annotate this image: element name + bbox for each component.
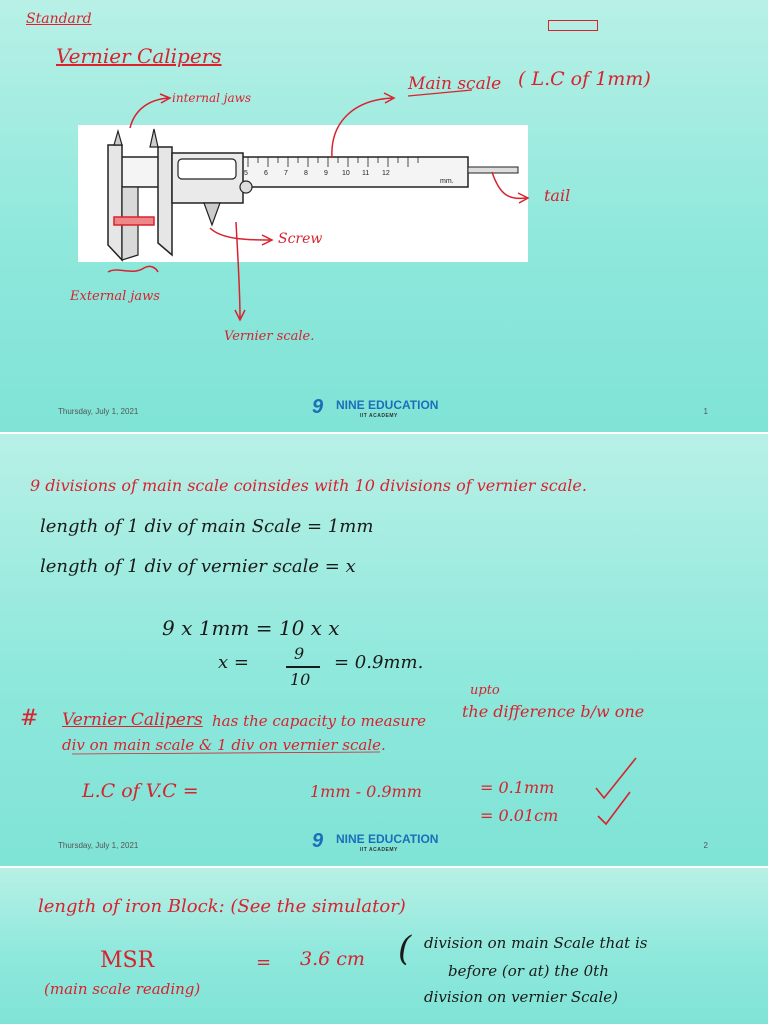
scale-number: 9	[324, 170, 328, 177]
logo-brand: NINE EDUCATION	[336, 398, 439, 412]
note-hash: #	[20, 706, 39, 731]
msr-label: MSR	[100, 948, 155, 973]
scale-number: 5	[244, 170, 248, 177]
note-line-2: div on main scale & 1 div on vernier scale.	[62, 736, 386, 754]
label-main-scale: Main scale	[408, 74, 502, 94]
main-scale-division-length: length of 1 div of main Scale = 1mm	[40, 516, 374, 537]
label-tail: tail	[544, 186, 571, 205]
label-main-scale-lc: ( L.C of 1mm)	[518, 68, 651, 90]
msr-subtitle: (main scale reading)	[44, 980, 201, 998]
check-marks	[0, 434, 768, 866]
label-vernier-scale: Vernier scale.	[224, 329, 315, 344]
nine-logo-icon: 9	[312, 830, 324, 852]
msr-value: 3.6 cm	[300, 948, 365, 970]
slide-1	[0, 0, 768, 432]
label-external-jaws: External jaws	[70, 289, 160, 304]
note-vernier-calipers: Vernier Calipers	[62, 710, 203, 730]
annotation-arrows	[0, 0, 768, 432]
lc-calculation: 1mm - 0.9mm	[310, 782, 422, 801]
nine-logo-icon: 9	[312, 396, 324, 418]
note-difference: the difference b/w one	[462, 702, 645, 721]
page-number: 1	[703, 407, 708, 416]
heading-standard: Standard	[26, 11, 92, 27]
scale-number: 6	[264, 170, 268, 177]
nine-education-logo	[312, 398, 452, 424]
label-screw: Screw	[278, 231, 323, 247]
desc-line-2: before (or at) the 0th	[448, 962, 609, 980]
msr-equals: =	[256, 952, 272, 973]
slide-2	[0, 434, 768, 866]
lc-result-mm: = 0.1mm	[480, 778, 555, 797]
scale-number: 8	[304, 170, 308, 177]
vernier-scale-division-length: length of 1 div of vernier scale = x	[40, 556, 356, 577]
desc-line-3: division on vernier Scale)	[424, 988, 619, 1006]
desc-line-1: division on main Scale that is	[424, 934, 648, 952]
equation-2-denominator: 10	[290, 670, 311, 689]
equation-2-lhs: x =	[218, 652, 249, 673]
logo-sub: IIT ACADEMY	[360, 413, 398, 419]
slide-3	[0, 868, 768, 1024]
divisions-statement: 9 divisions of main scale coinsides with 10 divisions of vernier scale.	[30, 476, 587, 495]
label-internal-jaws: internal jaws	[172, 91, 252, 105]
scale-number: 12	[382, 170, 390, 177]
equation-1: 9 x 1mm = 10 x x	[162, 616, 340, 640]
equation-2-numerator: 9	[294, 644, 305, 663]
footer-date: Thursday, July 1, 2021	[58, 407, 139, 416]
equation-2-rhs: = 0.9mm.	[334, 652, 424, 673]
scale-number: 7	[284, 170, 288, 177]
scale-number: 11	[362, 170, 370, 177]
desc-paren: (	[398, 929, 412, 969]
logo-sub: IIT ACADEMY	[360, 847, 398, 853]
scale-unit: mm.	[440, 178, 454, 185]
note-upto: upto	[470, 683, 500, 698]
scale-number: 10	[342, 170, 350, 177]
nine-education-logo	[312, 832, 452, 858]
lc-result-cm: = 0.01cm	[480, 806, 559, 825]
iron-block-length: length of iron Block: (See the simulator)	[38, 896, 406, 917]
page-number: 2	[703, 841, 708, 850]
logo-brand: NINE EDUCATION	[336, 832, 439, 846]
footer-date: Thursday, July 1, 2021	[58, 841, 139, 850]
lc-label: L.C of V.C =	[82, 780, 199, 802]
slide-title: Vernier Calipers	[56, 44, 222, 68]
note-capacity: has the capacity to measure	[212, 712, 427, 730]
